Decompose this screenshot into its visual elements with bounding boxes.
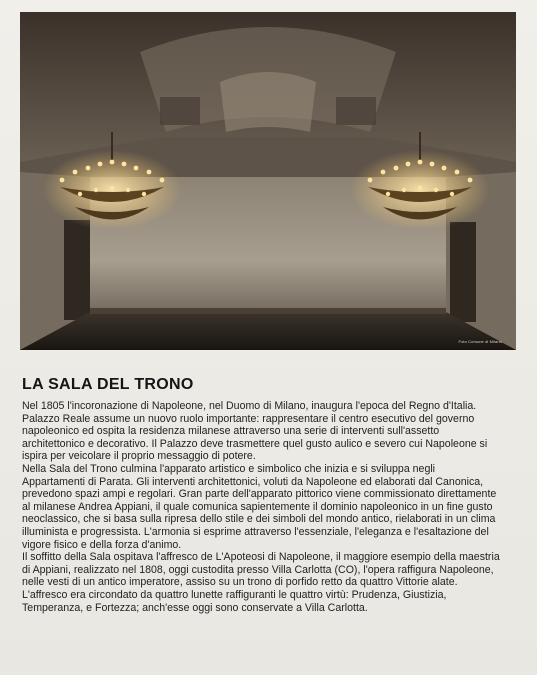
paragraph-2: Nella Sala del Trono culmina l'apparato artistico e simbolico che inizia e si sviluppa negli Appartamenti di Parata. Gli interventi architettonici, voluti da Napoleone ed elaborati dal Canonica, prevedono spazi ampi e regolari. Gran parte dell'apparato pittorico viene commissionato direttamente al milanese Andrea Appiani, il quale comunica sapientemente il dominio napoleonico in un fine gusto neoclassico, che si basa sulla ripresa dello stile e dei simboli del mondo antico, rielaborati in un clima illuminista e progressista. L'armonia si esprime attraverso l'essenziale, l'eleganza e l'esaltazione del vigore fisico e della forza d'animo. — [22, 462, 497, 551]
paragraph-4: L'affresco era circondato da quattro lunette raffiguranti le quattro virtù: Prudenza, Giustizia, Temperanza, e Fortezza; anch'esse oggi sono conservate a Villa Carlotta. — [22, 588, 447, 614]
throne-room-illustration — [20, 12, 516, 350]
article-title: LA SALA DEL TRONO — [22, 376, 194, 393]
photo-credit: Foto Comune di Milano — [458, 339, 502, 344]
article — [22, 376, 500, 614]
paragraph-1: Nel 1805 l'incoronazione di Napoleone, nel Duomo di Milano, inaugura l'epoca del Regno d'Italia. Palazzo Reale assume un nuovo ruolo importante: rappresentare il centro esecutivo del governo napoleonico ed ospita la residenza milanese attraverso una serie di interventi sull'assetto architettonico e decorativo. Il Palazzo deve trasmettere quel gusto aulico e severo cui Napoleone si ispira per veicolare il proprio messaggio di potere. — [22, 400, 488, 463]
paragraph-3: Il soffitto della Sala ospitava l'affresco de L'Apoteosi di Napoleone, il maggiore esempio della maestria di Appiani, realizzato nel 1808, oggi custodita presso Villa Carlotta (CO), l'opera raffigura Napoleone, nelle vesti di un antico imperatore, assiso su un trono di porfido retto da quattro Vittorie alate. — [22, 551, 500, 589]
throne-room-photo — [20, 12, 516, 350]
